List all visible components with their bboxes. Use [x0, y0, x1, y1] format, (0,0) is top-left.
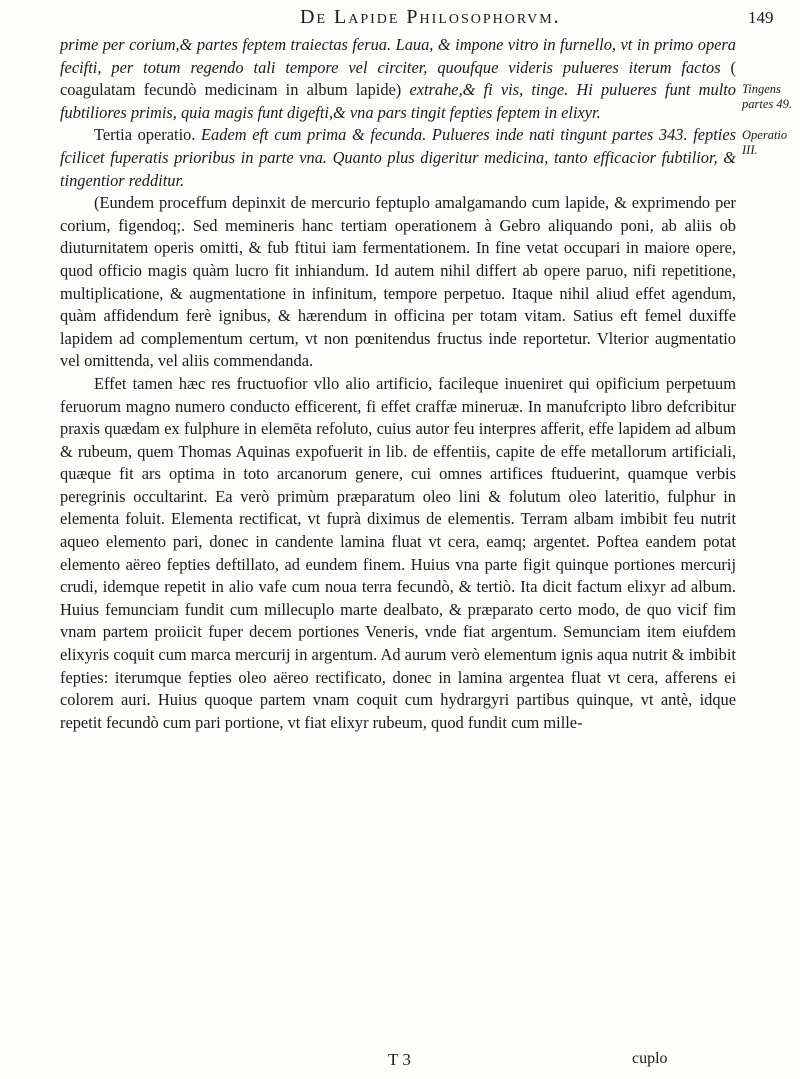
- text-segment-roman: Tertia operatio.: [94, 125, 202, 145]
- signature-mark: T 3: [388, 1050, 411, 1069]
- text-segment-italic: Eadem eft cum prima & fecunda. Pulueres inde nati tingunt partes 343. fepties fcilicet fuperatis prioribus in parte vna. Quanto plus digeritur medicina, tanto efficacior fubtilior, & tingentior redditur.: [60, 125, 736, 190]
- catchword: cuplo: [632, 1050, 668, 1067]
- text-segment-roman: Effet tamen hæc res fructuofior vllo alio artificio, facileque inueniret qui opificium perpetuum feruorum magno numero conducto efficerent, fi effet craffæ mineruæ. In manufcripto libro defcribitur praxis quædam ex fulphure in elemēta refoluto, cuius autor feu interpres afferit, effe lapidem ad album & rubeum, quem Thomas Aquinas expofuerit in lib. de effentiis, capite de effe metallorum artificiali, quæque fit ars optima in toto arcanorum genere, cui omnes artifices ftuduerint, quamque verbis peregrinis occultarint. Ea verò primùm præparatum oleo lini & folutum oleo lateritio, fulphur in elementa foluit. Elementa rectificat, vt fuprà diximus de elementis. Terram albam imbibit feu nutrit aqueo elemento pari, donec in candente lamina fluat vt cera, eamq; argentet. Poftea eandem potat elemento aëreo fepties deftillato, ad eundem finem. Huius vna parte figit quinque portiones mercurij crudi, idemque repetit in alio vafe cum noua terra fecundò, & tertiò. Ita dicit factum elixyr ad album. Huius femunciam fundit cum millecuplo marte dealbato, & præparato certo modo, de quo vicif fim vnam partem proiicit fuper decem portiones Veneris, vnde fiat argentum. Semunciam item eiufdem elixyris coquit cum marca mercurij in argentum. Ad aurum verò elementum ignis aqua nutrit & imbibit fepties: iterumque fepties oleo aëreo rectificato, donec in lamina argentea fluat vt cera, afferens ei colorem auri. Huius quoque partem vnam coquit cum hydrargyri partibus quinque, vt antè, idque repetit fecundò cum pari portione, vt fiat elixyr rubeum, quod fundit cum mille-: [60, 373, 736, 732]
- text-segment-roman: (Eundem proceffum depinxit de mercurio feptuplo amalgamando cum lapide, & exprimendo per corium, figendoq;. Sed memineris hanc tertiam operationem à Gebro aliquando poni, ab aliis ob diuturnitatem operis omitti, & fub ftitui iam fermentationem. In fine vetat occupari in maiore opere, quod officio magis quàm lucro fit inhiandum. Id autem nihil differt ab opere paruo, nifi repetitione, multiplicatione, & augmentatione in infinitum, tempore perpetuo. Itaque nihil aliud effet agendum, quàm affidendum ferè ignibus, & hærendum in officina per totam vitam. Satius eft femel duxiffe lapidem ad complementum certum, vt non pœnitendus fructus inde reportetur. Vlterior augmentatio vel omittenda, vel aliis commendanda.: [60, 193, 736, 371]
- text-segment-italic: extrahe,& fi vis, tinge. Hi pulueres funt multo fubtiliores primis, quia magis funt digefti,& vna pars tingit fepties feptem in elixyr.: [60, 80, 737, 122]
- paragraph-esset-tamen: [60, 373, 736, 735]
- paragraph-eundem-processum: [60, 192, 736, 373]
- text-segment-italic: prime per corium,& partes feptem traiectas ferua. Laua, & impone vitro in furnello, vt in primo opera fecifti, per totum regendo tali tempore vel circiter, quoufque videris pulueres iterum factos: [60, 35, 736, 77]
- paragraph-prime: [60, 34, 736, 124]
- margin-note-operatio: Operatio III.: [742, 128, 788, 157]
- running-head: [0, 4, 800, 34]
- page-footer: [0, 1050, 800, 1074]
- margin-note-tingens: Tingens partes 49.: [742, 82, 792, 111]
- paragraph-tertia-operatio: [60, 124, 736, 192]
- page-number: 149: [748, 8, 774, 27]
- running-title: De Lapide Philosophorvm.: [300, 6, 561, 28]
- body-text: [60, 34, 736, 734]
- text-segment-roman: ( coagulatam fecundò medicinam in album lapide): [60, 57, 736, 100]
